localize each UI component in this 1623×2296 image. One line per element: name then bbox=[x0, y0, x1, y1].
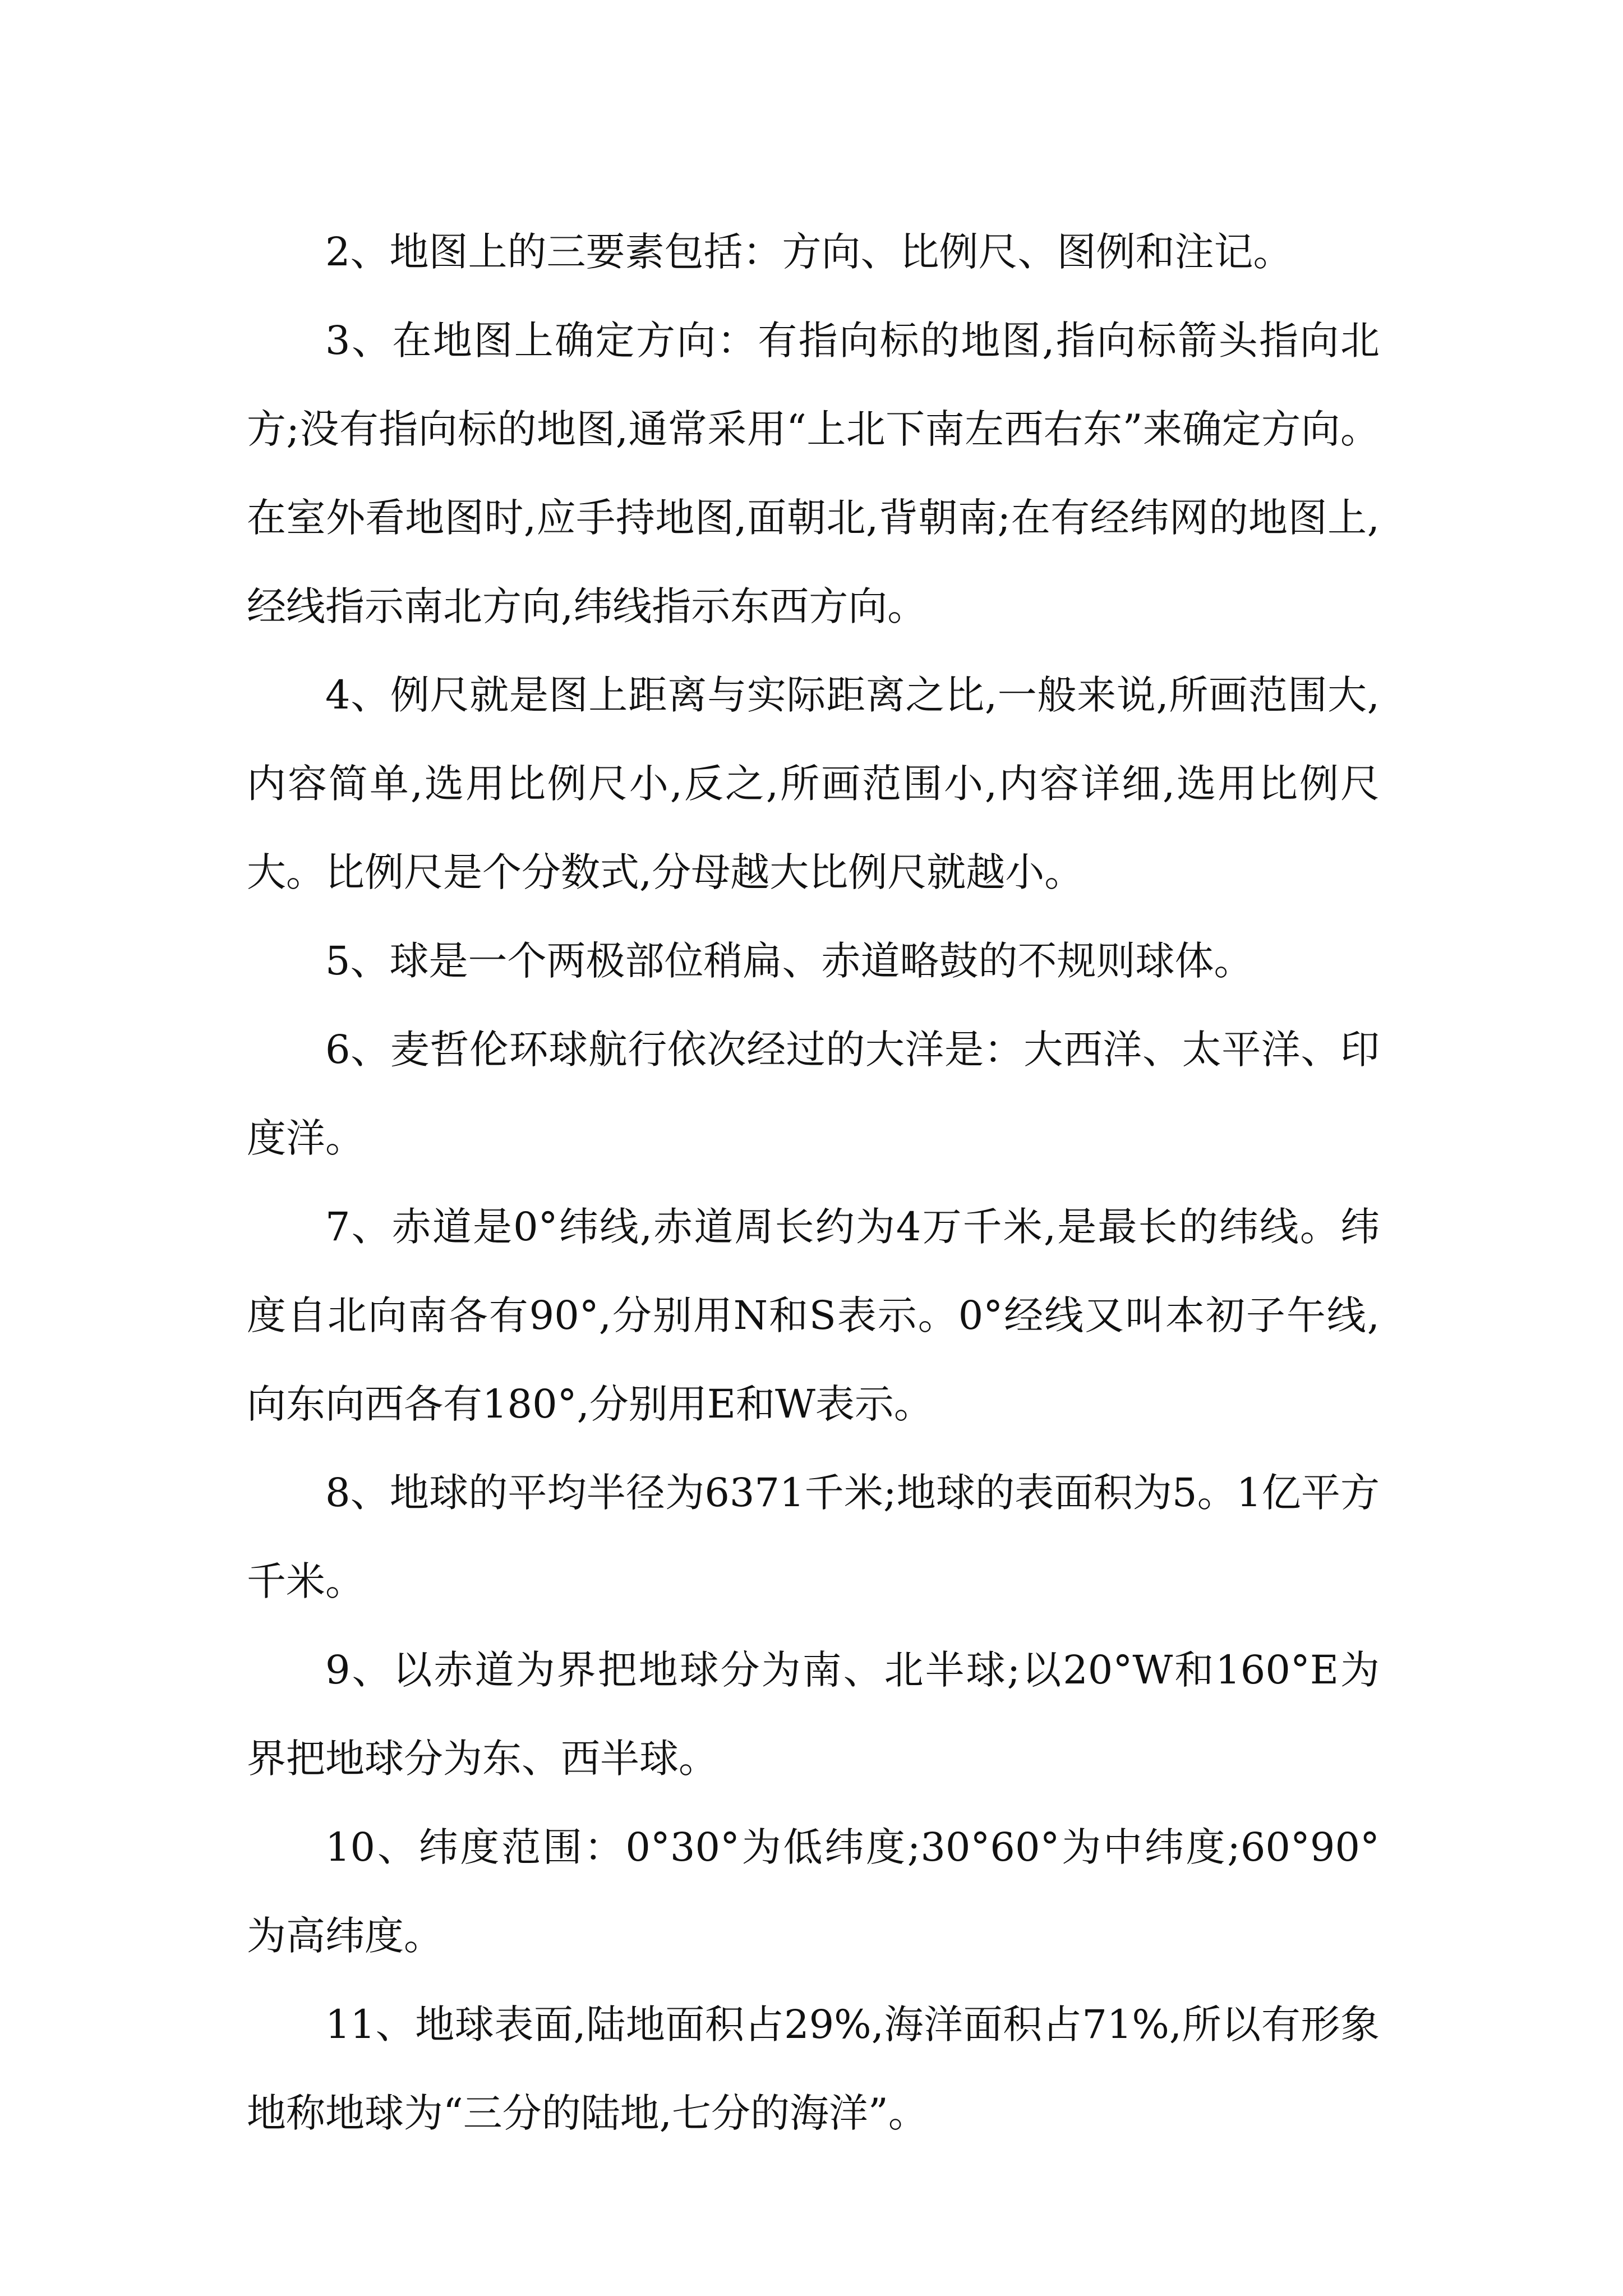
paragraph-item-9: 9、以赤道为界把地球分为南、北半球;以20°W和160°E为界把地球分为东、西半球。 bbox=[247, 1647, 1380, 1782]
paragraph-item-10: 10、纬度范围：0°30°为低纬度;30°60°为中纬度;60°90°为高纬度。 bbox=[247, 1824, 1380, 1959]
paragraph-item-11: 11、地球表面,陆地面积占29%,海洋面积占71%,所以有形象地称地球为“三分的陆地,七分的海洋”。 bbox=[247, 2001, 1380, 2136]
paragraph-item-5: 5、球是一个两极部位稍扁、赤道略鼓的不规则球体。 bbox=[325, 938, 1253, 984]
paragraph-item-4: 4、例尺就是图上距离与实际距离之比,一般来说,所画范围大,内容简单,选用比例尺小,反之,所画范围小,内容详细,选用比例尺大。比例尺是个分数式,分母越大比例尺就越小。 bbox=[247, 672, 1380, 895]
paragraph-item-2: 2、地图上的三要素包括：方向、比例尺、图例和注记。 bbox=[325, 229, 1293, 275]
paragraph-item-3: 3、在地图上确定方向：有指向标的地图,指向标箭头指向北方;没有指向标的地图,通常采用“上北下南左西右东”来确定方向。在室外看地图时,应手持地图,面朝北,背朝南;在有经纬网的地图上,经线指示南北方向,纬线指示东西方向。 bbox=[247, 318, 1380, 629]
paragraph-item-6: 6、麦哲伦环球航行依次经过的大洋是：大西洋、太平洋、印度洋。 bbox=[247, 1027, 1380, 1161]
paragraph-item-7: 7、赤道是0°纬线,赤道周长约为4万千米,是最长的纬线。纬度自北向南各有90°,分别用N和S表示。0°经线又叫本初子午线,向东向西各有180°,分别用E和W表示。 bbox=[247, 1204, 1380, 1427]
paragraph-item-8: 8、地球的平均半径为6371千米;地球的表面积为5。1亿平方千米。 bbox=[247, 1470, 1380, 1604]
document-body bbox=[247, 208, 1380, 2157]
